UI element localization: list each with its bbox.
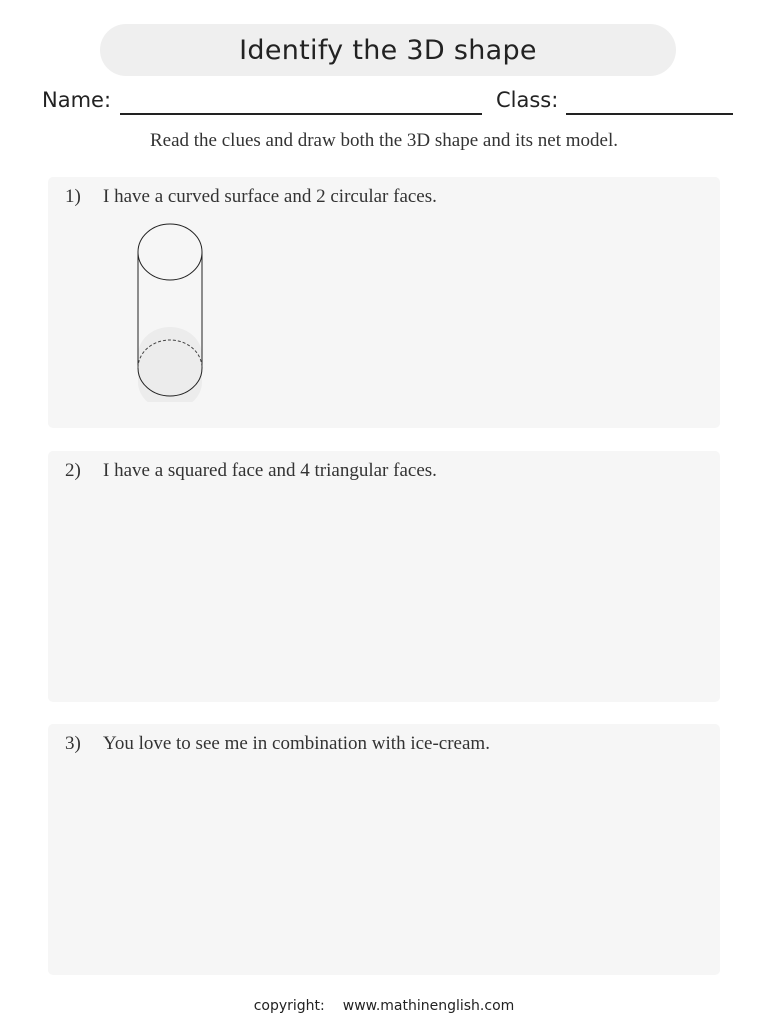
title-banner	[100, 24, 676, 76]
question-number: 1)	[65, 186, 81, 207]
page-title: Identify the 3D shape	[239, 34, 537, 66]
class-field[interactable]	[566, 113, 733, 115]
name-field[interactable]	[120, 113, 482, 115]
footer	[0, 998, 768, 1014]
question-text: You love to see me in combination with ice-cream.	[103, 733, 490, 754]
copyright-label: copyright:	[253, 998, 325, 1014]
question-box-1[interactable]	[48, 177, 720, 428]
instructions: Read the clues and draw both the 3D shape and its net model.	[149, 130, 618, 151]
question-box-2[interactable]	[48, 451, 720, 702]
student-info-row	[0, 84, 768, 120]
class-label: Class:	[496, 88, 559, 112]
question-number: 2)	[65, 460, 81, 481]
question-text: I have a curved surface and 2 circular faces.	[103, 186, 437, 207]
website-link[interactable]: www.mathinenglish.com	[342, 998, 515, 1014]
name-label: Name:	[42, 88, 112, 112]
question-box-3[interactable]	[48, 724, 720, 975]
cylinder-illustration	[135, 222, 205, 402]
question-text: I have a squared face and 4 triangular faces.	[103, 460, 437, 481]
question-number: 3)	[65, 733, 81, 754]
